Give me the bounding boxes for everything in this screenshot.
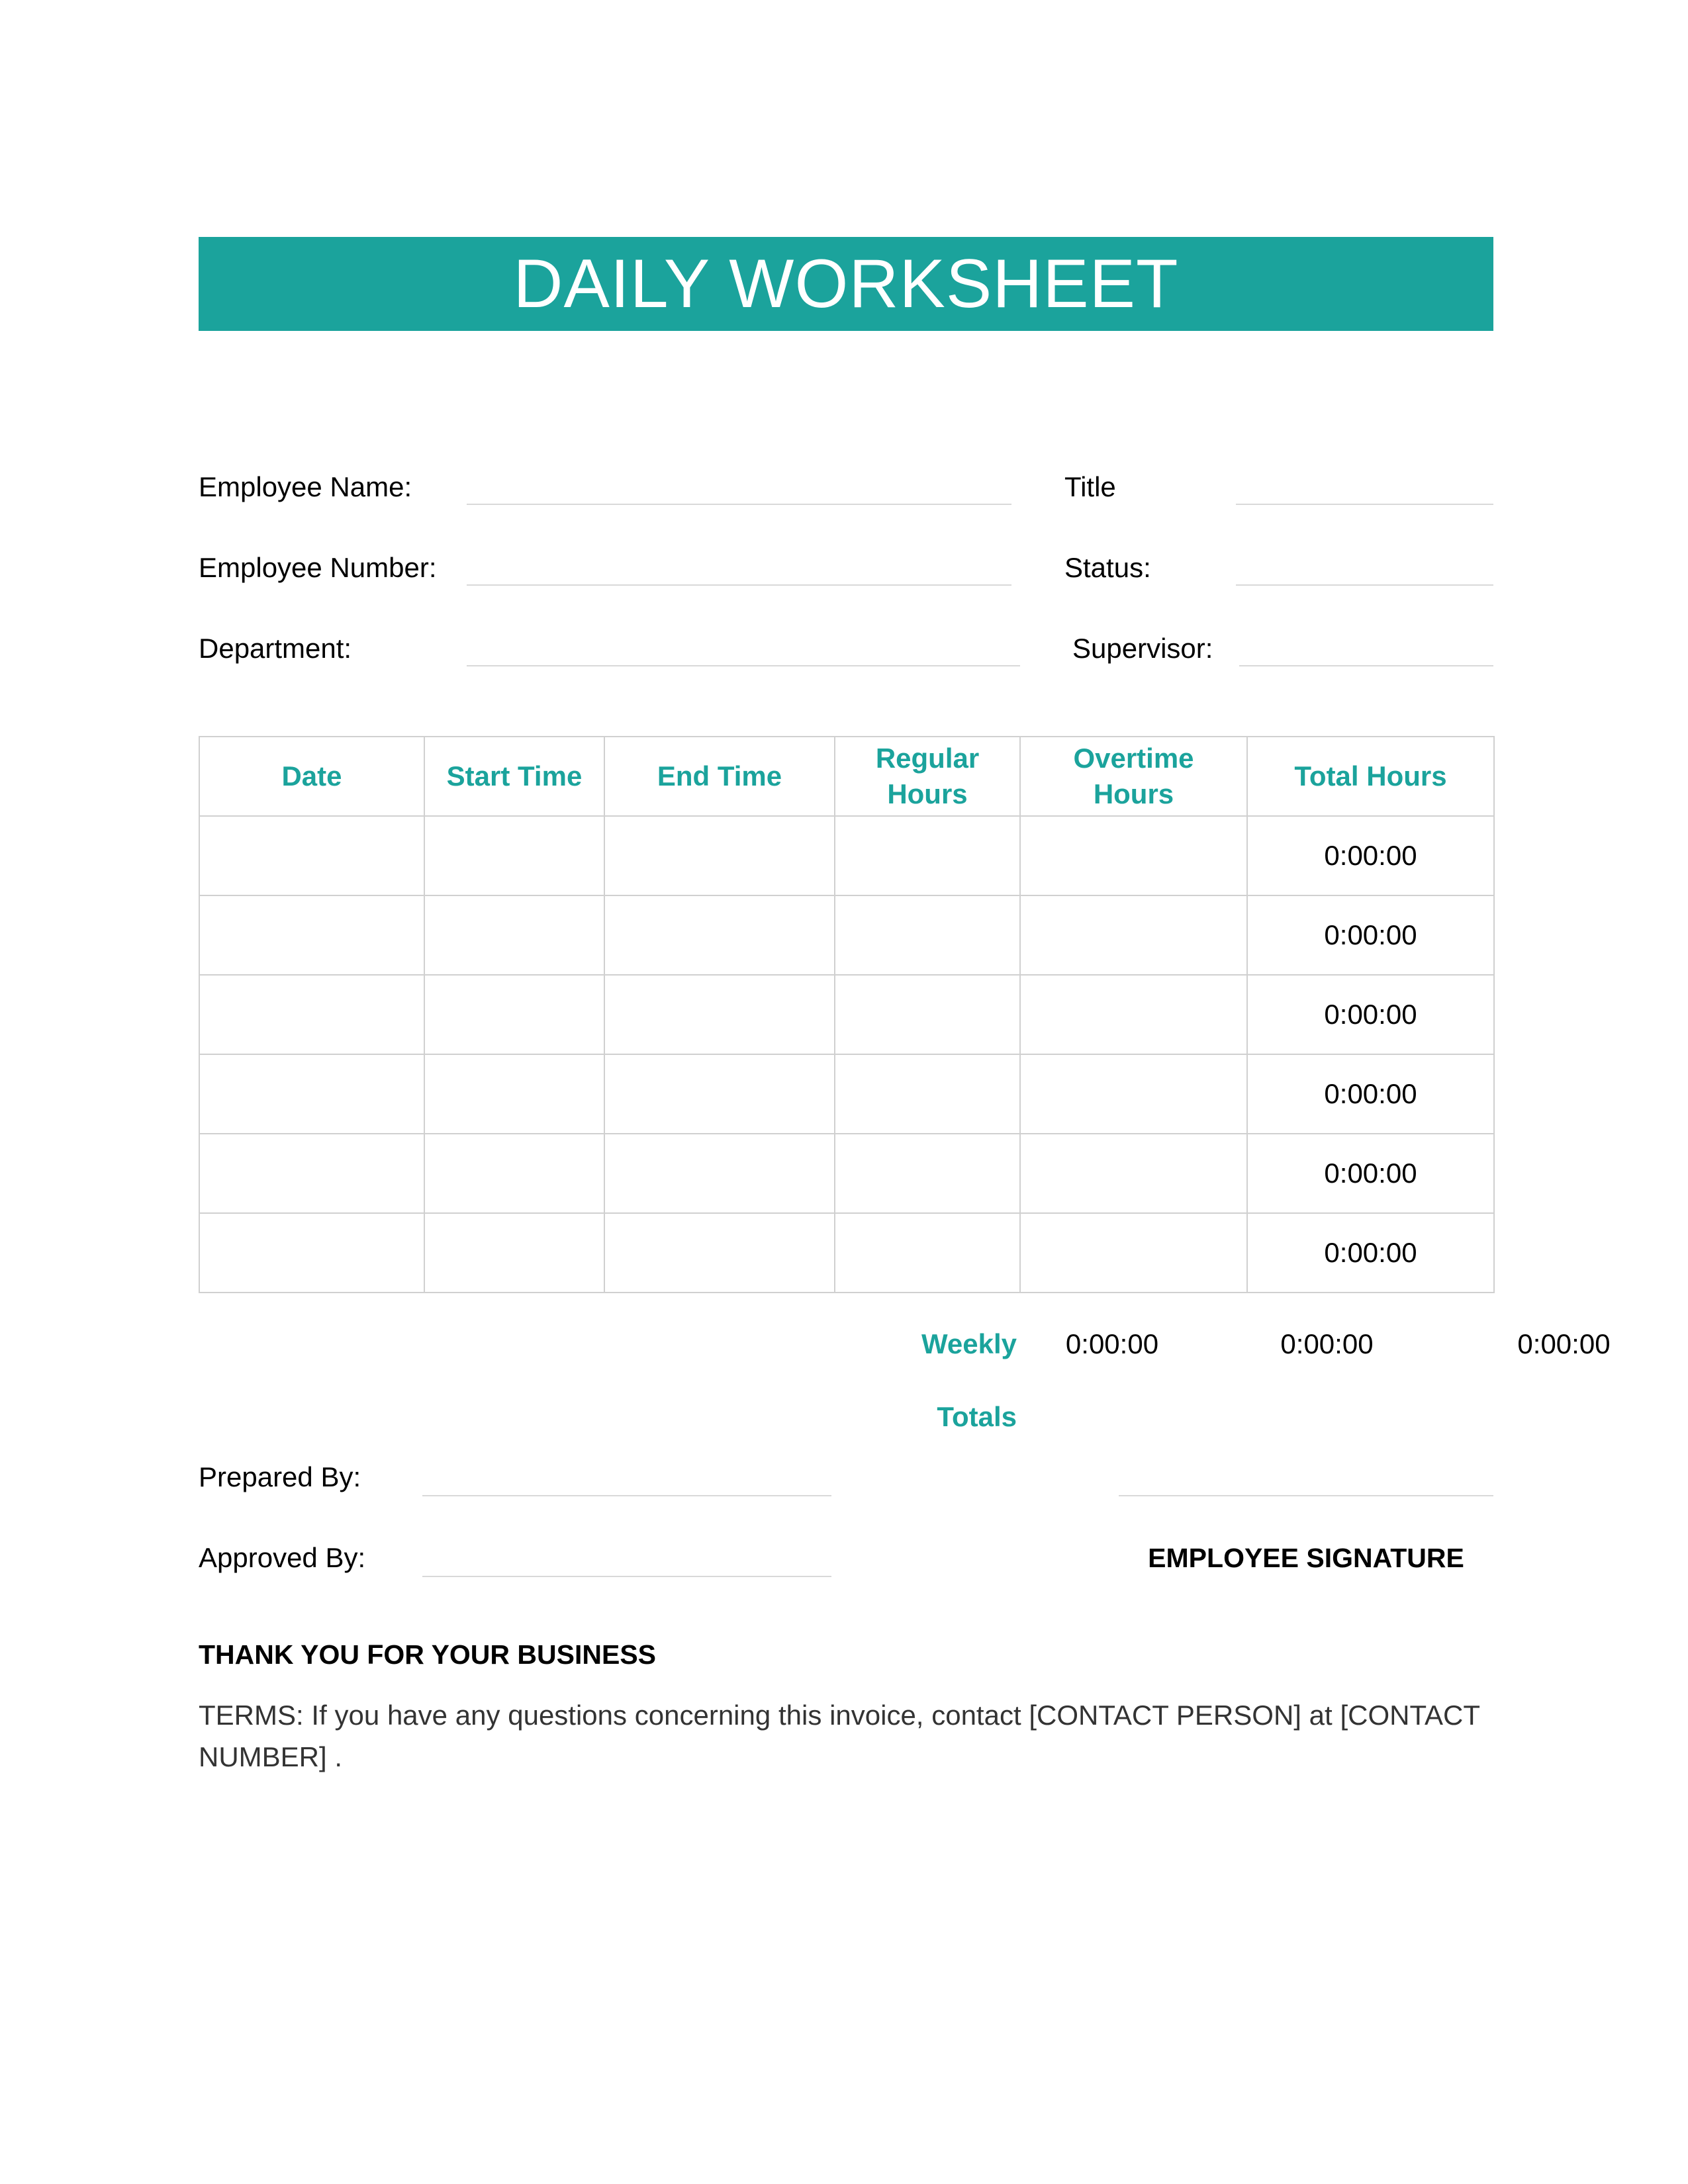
total-hours-cell: 0:00:00 — [1247, 975, 1494, 1054]
column-header-end-time: End Time — [604, 737, 835, 816]
weekly-totals-label: Weekly Totals — [921, 1328, 1017, 1432]
weekly-regular-total: 0:00:00 — [1065, 1328, 1159, 1359]
title-field[interactable] — [1236, 504, 1493, 505]
overtime-hours-cell[interactable] — [1020, 816, 1247, 895]
employee-signature-label: EMPLOYEE SIGNATURE — [1148, 1543, 1464, 1573]
supervisor-label: Supervisor: — [1072, 633, 1213, 664]
employee-signature-line[interactable] — [1119, 1495, 1493, 1496]
total-hours-cell: 0:00:00 — [1247, 895, 1494, 975]
start-time-cell[interactable] — [424, 1213, 604, 1293]
table-row — [199, 975, 1494, 1054]
end-time-cell[interactable] — [604, 895, 835, 975]
date-cell[interactable] — [199, 895, 424, 975]
column-header-start-time: Start Time — [424, 737, 604, 816]
start-time-cell[interactable] — [424, 1134, 604, 1213]
regular-hours-cell[interactable] — [835, 895, 1020, 975]
thank-you-heading: THANK YOU FOR YOUR BUSINESS — [199, 1639, 657, 1670]
overtime-hours-cell[interactable] — [1020, 1054, 1247, 1134]
end-time-cell[interactable] — [604, 1213, 835, 1293]
end-time-cell[interactable] — [604, 1054, 835, 1134]
regular-hours-cell[interactable] — [835, 975, 1020, 1054]
column-header-overtime-hours: Overtime Hours — [1020, 737, 1247, 816]
prepared-by-field[interactable] — [422, 1495, 831, 1496]
supervisor-field[interactable] — [1239, 665, 1493, 666]
overtime-hours-cell[interactable] — [1020, 895, 1247, 975]
approved-by-field[interactable] — [422, 1576, 831, 1577]
column-header-regular-hours: Regular Hours — [835, 737, 1020, 816]
worksheet-table — [199, 736, 1495, 1293]
weekly-totals-row — [199, 1308, 1611, 1432]
title-label: Title — [1064, 471, 1116, 502]
total-hours-cell: 0:00:00 — [1247, 1054, 1494, 1134]
column-header-date: Date — [199, 737, 424, 816]
regular-hours-cell[interactable] — [835, 1054, 1020, 1134]
table-row — [199, 1054, 1494, 1134]
end-time-cell[interactable] — [604, 816, 835, 895]
total-hours-cell: 0:00:00 — [1247, 816, 1494, 895]
start-time-cell[interactable] — [424, 975, 604, 1054]
weekly-overtime-total: 0:00:00 — [1280, 1328, 1374, 1359]
employee-name-label: Employee Name: — [199, 471, 412, 502]
date-cell[interactable] — [199, 816, 424, 895]
regular-hours-cell[interactable] — [835, 1213, 1020, 1293]
table-header-row — [199, 737, 1494, 816]
status-field[interactable] — [1236, 584, 1493, 586]
status-label: Status: — [1064, 552, 1151, 583]
weekly-grand-total: 0:00:00 — [1517, 1328, 1611, 1359]
department-label: Department: — [199, 633, 352, 664]
employee-name-field[interactable] — [467, 504, 1011, 505]
overtime-hours-cell[interactable] — [1020, 1134, 1247, 1213]
employee-number-field[interactable] — [467, 584, 1011, 586]
prepared-by-label: Prepared By: — [199, 1461, 361, 1492]
terms-text: TERMS: If you have any questions concerning this invoice, contact [CONTACT PERSON] at [CONTACT NUMBER] . — [199, 1700, 1480, 1772]
regular-hours-cell[interactable] — [835, 816, 1020, 895]
total-hours-cell: 0:00:00 — [1247, 1134, 1494, 1213]
regular-hours-cell[interactable] — [835, 1134, 1020, 1213]
date-cell[interactable] — [199, 1134, 424, 1213]
end-time-cell[interactable] — [604, 975, 835, 1054]
table-row — [199, 895, 1494, 975]
overtime-hours-cell[interactable] — [1020, 975, 1247, 1054]
start-time-cell[interactable] — [424, 1054, 604, 1134]
start-time-cell[interactable] — [424, 895, 604, 975]
table-row — [199, 1213, 1494, 1293]
date-cell[interactable] — [199, 975, 424, 1054]
date-cell[interactable] — [199, 1213, 424, 1293]
overtime-hours-cell[interactable] — [1020, 1213, 1247, 1293]
table-row — [199, 1134, 1494, 1213]
approved-by-label: Approved By: — [199, 1542, 366, 1573]
end-time-cell[interactable] — [604, 1134, 835, 1213]
table-row — [199, 816, 1494, 895]
page-title: DAILY WORKSHEET — [199, 237, 1493, 331]
department-field[interactable] — [467, 665, 1020, 666]
column-header-total-hours: Total Hours — [1247, 737, 1494, 816]
date-cell[interactable] — [199, 1054, 424, 1134]
employee-number-label: Employee Number: — [199, 552, 437, 583]
start-time-cell[interactable] — [424, 816, 604, 895]
total-hours-cell: 0:00:00 — [1247, 1213, 1494, 1293]
